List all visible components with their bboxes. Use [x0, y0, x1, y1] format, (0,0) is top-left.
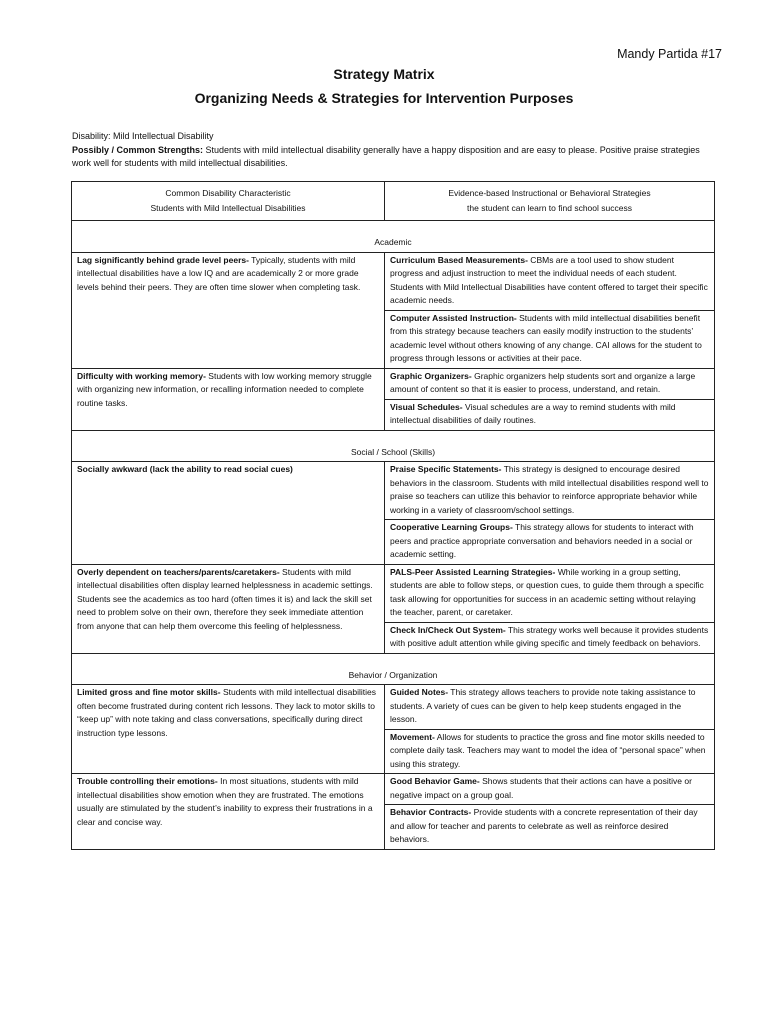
section-row-academic — [72, 221, 715, 253]
strategy-text: While working in a group setting, students are able to follow steps, or question cues, to guide them through a specific task allowing for opportunities for success in an academic setting without relaying the teacher, parent, or caretaker. — [390, 566, 704, 617]
strategy-title: Visual Schedules- — [390, 401, 463, 412]
section-title: Behavior / Organization — [72, 653, 715, 685]
strategy-text: Visual schedules are a way to remind students with mild intellectual disabilities of daily routines. — [390, 401, 676, 425]
header-characteristic-line1: Common Disability Characteristic — [165, 188, 291, 198]
page-title: Strategy Matrix — [333, 66, 435, 82]
section-title: Social / School (Skills) — [72, 430, 715, 462]
strategy-cell — [385, 774, 715, 805]
strategy-cell — [385, 252, 715, 310]
table-row — [72, 368, 715, 399]
strategy-text: This strategy is designed to encourage desired behaviors in the classroom. Students with mild intellectual disabilities respond well to praise so teachers can utilize this behavior to reinforce appropriate behavior while working in a variety of classroom/school settings. — [390, 464, 709, 515]
strategy-text: Allows for students to practice the gross and fine motor skills needed to complete daily task. Teachers may want to model the idea of “personal space” when using this strategy. — [390, 731, 706, 769]
strategy-text: CBMs are a tool used to show student progress and adjust instruction to meet the individual needs of each student. Students with Mild Intellectual Disabilities have content offered to target their specific academic needs. — [390, 254, 708, 305]
characteristic-text: Students with mild intellectual disabilities often become frustrated during content rich lessons. They lack to motor skills to “keep up” with note taking and class conversations, specifically during direct instruction type lessons. — [77, 687, 377, 738]
strategy-title: Praise Specific Statements- — [390, 464, 502, 474]
header-strategies-line1: Evidence-based Instructional or Behavioral Strategies — [448, 188, 651, 198]
characteristic-title: Difficulty with working memory- — [77, 370, 206, 381]
header-characteristic — [72, 182, 385, 221]
strategy-text: Graphic organizers help students sort and organize a large amount of content so that it is easier to process, understand, and retain. — [390, 370, 696, 394]
characteristic-text: Students with low working memory struggle with organizing new information, or recalling information needed to complete routine tasks. — [77, 370, 372, 408]
strategy-cell — [385, 310, 715, 368]
characteristic-cell — [72, 252, 385, 368]
characteristic-text: Typically, students with mild intellectual disabilities have a low IQ and are academically 2 or more grade levels behind their peers. They are often time slower when completing task. — [77, 254, 361, 292]
strategy-cell — [385, 368, 715, 399]
author-name: Mandy Partida #17 — [617, 47, 722, 61]
strategy-cell — [385, 622, 715, 653]
characteristic-text: Students with mild intellectual disabilities often display learned helplessness in academic settings. Students see the academics as too hard (often times it is) and lack the skill set need to problem solve on their own, therefore they seek immediate attention from anyone that can help them overcome this feeling of helplessness. — [77, 566, 373, 631]
strategy-title: Movement- — [390, 731, 435, 742]
characteristic-title: Lag significantly behind grade level peers- — [77, 254, 249, 265]
strategy-title: Guided Notes- — [390, 687, 449, 697]
strategy-title: Computer Assisted Instruction- — [390, 312, 517, 323]
table-row — [72, 685, 715, 730]
strategy-text: Provide students with a concrete representation of their day and allow for teacher and parents to celebrate as well as reinforce desired behaviors. — [390, 807, 698, 844]
strategy-text: Students with mild intellectual disabilities benefit from this strategy because teachers can easily modify instruction to the students’ academic level without others knowing of any change. CAI allows for the student to progress through lessons or activities at their pace. — [390, 312, 702, 363]
strategy-text: This strategy works well because it provides students with positive adult attention while giving specific and timely feedback on behaviors. — [390, 624, 709, 648]
header-strategies-line2: the student can learn to find school success — [467, 202, 632, 213]
strategy-title: Cooperative Learning Groups- — [390, 522, 513, 532]
strengths-label: Possibly / Common Strengths: — [72, 144, 204, 155]
characteristic-title: Trouble controlling their emotions- — [77, 776, 218, 786]
disability-line: Disability: Mild Intellectual Disability — [72, 131, 214, 141]
strengths-line — [72, 144, 712, 171]
strategy-title: PALS-Peer Assisted Learning Strategies- — [390, 566, 556, 577]
characteristic-text: In most situations, students with mild intellectual disabilities show emotion when they are frustrated. The emotions usually are stimulated by the student’s inability to express their frustrations in a clear and concise way. — [77, 776, 373, 827]
strategy-cell — [385, 399, 715, 430]
strategy-cell — [385, 805, 715, 850]
strategy-title: Behavior Contracts- — [390, 807, 472, 817]
strategy-cell — [385, 462, 715, 520]
section-row-social — [72, 430, 715, 462]
characteristic-cell — [72, 774, 385, 850]
strategy-text: This strategy allows for students to interact with peers and practice appropriate conversation and behaviors needed in a social or academic setting. — [390, 522, 694, 559]
strategy-cell — [385, 564, 715, 622]
table-row — [72, 462, 715, 520]
strategy-title: Graphic Organizers- — [390, 370, 472, 381]
section-title: Academic — [72, 221, 715, 253]
intro-block — [72, 130, 712, 171]
section-row-behavior — [72, 653, 715, 685]
characteristic-cell — [72, 368, 385, 430]
table-row — [72, 774, 715, 805]
strategy-title: Good Behavior Game- — [390, 776, 480, 786]
header-strategies — [385, 182, 715, 221]
strategy-text: Shows students that their actions can have a positive or negative impact on a group goal. — [390, 776, 692, 800]
characteristic-cell — [72, 685, 385, 774]
strategy-text: This strategy allows teachers to provide note taking assistance to students. A variety of cues can be given to help keep students engaged in the lesson. — [390, 687, 696, 724]
table-header-row — [72, 182, 715, 221]
characteristic-cell — [72, 462, 385, 565]
table-row — [72, 252, 715, 310]
strategy-cell — [385, 685, 715, 730]
characteristic-title: Socially awkward (lack the ability to read social cues) — [77, 464, 293, 474]
strengths-text: Students with mild intellectual disability generally have a happy disposition and are easy to please. Positive praise strategies work well for students with mild intellectual disabilities. — [72, 144, 700, 168]
table-row — [72, 564, 715, 622]
strategy-cell — [385, 729, 715, 774]
strategy-title: Curriculum Based Measurements- — [390, 254, 528, 265]
header-characteristic-line2: Students with Mild Intellectual Disabilities — [150, 202, 306, 213]
characteristic-title: Limited gross and fine motor skills- — [77, 687, 221, 697]
strategy-matrix-table — [71, 181, 715, 850]
characteristic-cell — [72, 564, 385, 653]
page-subtitle: Organizing Needs & Strategies for Intervention Purposes — [194, 90, 574, 106]
strategy-title: Check In/Check Out System- — [390, 624, 506, 635]
strategy-cell — [385, 520, 715, 565]
characteristic-title: Overly dependent on teachers/parents/caretakers- — [77, 566, 280, 577]
